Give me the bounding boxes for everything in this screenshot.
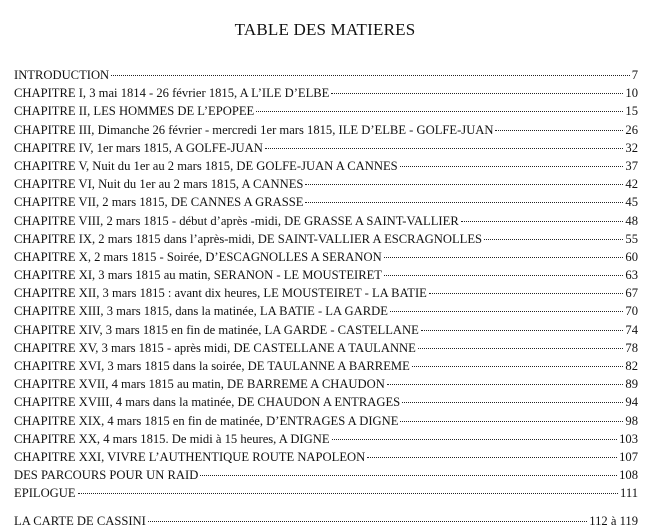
toc-entry-label: CHAPITRE XVIII, 4 mars dans la matinée, DE CHAUDON A ENTRAGES <box>14 395 401 410</box>
toc-entry-page-number: 103 <box>619 431 638 446</box>
toc-entry-label: CHAPITRE III, Dimanche 26 février - mercredi 1er mars 1815, ILE D’ELBE - GOLFE-JUAN <box>14 122 494 137</box>
toc-entry <box>14 121 638 139</box>
toc-entry-label: CHAPITRE XXI, VIVRE L’AUTHENTIQUE ROUTE NAPOLEON <box>14 449 366 464</box>
toc-entry <box>14 248 638 266</box>
toc-entry-page-number: 15 <box>625 104 638 119</box>
toc-entry-page-number: 111 <box>620 486 638 501</box>
toc-entry <box>14 393 638 411</box>
toc-entry-page-number: 82 <box>625 359 638 373</box>
toc-entry-label: CHAPITRE XV, 3 mars 1815 - après midi, DE CASTELLANE A TAULANNE <box>14 340 416 355</box>
toc-entry-page-number: 89 <box>625 377 638 392</box>
toc-entry-label: CHAPITRE XVII, 4 mars 1815 au matin, DE BARREME A CHAUDON <box>14 377 385 392</box>
dot-leader <box>78 493 618 494</box>
toc-entry-label: EPILOGUE <box>14 486 76 501</box>
toc-entry-label: CHAPITRE IV, 1er mars 1815, A GOLFE-JUAN <box>14 140 263 155</box>
toc-entry <box>14 284 638 302</box>
toc-entry <box>14 412 638 430</box>
toc-entry-page-number: 67 <box>625 286 638 301</box>
dot-leader <box>412 366 624 367</box>
toc-entry-label: CHAPITRE XVI, 3 mars 1815 dans la soirée, DE TAULANNE A BARREME <box>14 359 410 373</box>
dot-leader <box>387 384 624 385</box>
toc-entry-label: CHAPITRE XIV, 3 mars 1815 en fin de matinée, LA GARDE - CASTELLANE <box>14 322 419 337</box>
toc-entry-label: CHAPITRE VI, Nuit du 1er au 2 mars 1815, A CANNES <box>14 177 304 192</box>
dot-leader <box>495 130 623 131</box>
toc-entry-page-number: 107 <box>619 449 638 464</box>
toc-entry-label: DES PARCOURS POUR UN RAID <box>14 468 199 483</box>
toc-entry-label: CHAPITRE XIII, 3 mars 1815, dans la matinée, LA BATIE - LA GARDE <box>14 304 388 319</box>
toc-entry <box>14 448 638 466</box>
toc-entry-label: CHAPITRE IX, 2 mars 1815 dans l’après-midi, DE SAINT-VALLIER A ESCRAGNOLLES <box>14 231 483 246</box>
dot-leader <box>305 184 623 185</box>
toc-entry-page-number: 70 <box>625 304 638 319</box>
dot-leader <box>484 239 623 240</box>
dot-leader <box>400 166 624 167</box>
dot-leader <box>429 293 624 294</box>
table-of-contents <box>14 66 638 530</box>
toc-entry <box>14 157 638 175</box>
dot-leader <box>256 111 623 112</box>
dot-leader <box>305 202 623 203</box>
toc-entry-page-number: 45 <box>625 195 638 210</box>
toc-entry-page-number: 32 <box>625 140 638 155</box>
page-title: TABLE DES MATIERES <box>234 20 416 39</box>
dot-leader <box>148 521 587 522</box>
toc-entry <box>14 230 638 248</box>
dot-leader <box>111 75 630 76</box>
toc-entry <box>14 193 638 211</box>
toc-entry <box>14 102 638 120</box>
dot-leader <box>331 93 623 94</box>
toc-entry-label: CHAPITRE XI, 3 mars 1815 au matin, SERANON - LE MOUSTEIRET <box>14 268 382 283</box>
dot-leader <box>367 457 617 458</box>
toc-entry <box>14 212 638 230</box>
toc-entry-page-number: 112 à 119 <box>589 513 638 528</box>
toc-entry-page-number: 63 <box>625 268 638 283</box>
toc-entry-label: INTRODUCTION <box>14 68 110 82</box>
toc-entry <box>14 139 638 157</box>
toc-entry-label: CHAPITRE X, 2 mars 1815 - Soirée, D’ESCAGNOLLES A SERANON <box>14 249 382 264</box>
toc-entry-label: CHAPITRE VIII, 2 mars 1815 - début d’après -midi, DE GRASSE A SAINT-VALLIER <box>14 213 459 228</box>
toc-entry-label: CHAPITRE VII, 2 mars 1815, DE CANNES A GRASSE <box>14 195 304 210</box>
dot-leader <box>384 257 624 258</box>
toc-entry <box>14 430 638 448</box>
dot-leader <box>384 275 623 276</box>
toc-entry-label: CHAPITRE XIX, 4 mars 1815 en fin de matinée, D’ENTRAGES A DIGNE <box>14 413 399 428</box>
toc-entry-label: LA CARTE DE CASSINI <box>14 513 146 528</box>
toc-entry <box>14 302 638 320</box>
toc-entry <box>14 466 638 484</box>
toc-entry-page-number: 7 <box>631 68 638 82</box>
toc-entry-page-number: 108 <box>619 468 638 483</box>
toc-entry-label: CHAPITRE I, 3 mai 1814 - 26 février 1815, A L’ILE D’ELBE <box>14 86 330 101</box>
dot-leader <box>461 221 624 222</box>
dot-leader <box>400 421 623 422</box>
toc-entry <box>14 339 638 357</box>
toc-entry-page-number: 78 <box>625 340 638 355</box>
toc-entry <box>14 66 638 84</box>
toc-entry-label: CHAPITRE V, Nuit du 1er au 2 mars 1815, DE GOLFE-JUAN A CANNES <box>14 158 398 173</box>
toc-entry-page-number: 60 <box>625 249 638 264</box>
toc-entry-label: CHAPITRE XX, 4 mars 1815. De midi à 15 heures, A DIGNE <box>14 431 330 446</box>
toc-entry-page-number: 37 <box>625 158 638 173</box>
toc-entry <box>14 175 638 193</box>
dot-leader <box>200 475 617 476</box>
toc-entry-page-number: 42 <box>625 177 638 192</box>
toc-entry <box>14 357 638 375</box>
toc-entry <box>14 84 638 102</box>
toc-entry-page-number: 10 <box>625 86 638 101</box>
toc-entry-page-number: 48 <box>625 213 638 228</box>
dot-leader <box>402 402 623 403</box>
toc-entry-page-number: 74 <box>625 322 638 337</box>
toc-entry <box>14 321 638 339</box>
toc-entry <box>14 512 638 530</box>
dot-leader <box>332 439 618 440</box>
dot-leader <box>265 148 624 149</box>
dot-leader <box>418 348 624 349</box>
dot-leader <box>421 330 624 331</box>
toc-entry <box>14 266 638 284</box>
toc-entry-page-number: 98 <box>625 413 638 428</box>
toc-entry-label: CHAPITRE XII, 3 mars 1815 : avant dix heures, LE MOUSTEIRET - LA BATIE <box>14 286 427 301</box>
dot-leader <box>390 311 623 312</box>
toc-entry <box>14 375 638 393</box>
toc-entry <box>14 484 638 502</box>
toc-entry-page-number: 26 <box>625 122 638 137</box>
toc-entry-page-number: 94 <box>625 395 638 410</box>
toc-entry-label: CHAPITRE II, LES HOMMES DE L’EPOPEE <box>14 104 255 119</box>
toc-entry-page-number: 55 <box>625 231 638 246</box>
